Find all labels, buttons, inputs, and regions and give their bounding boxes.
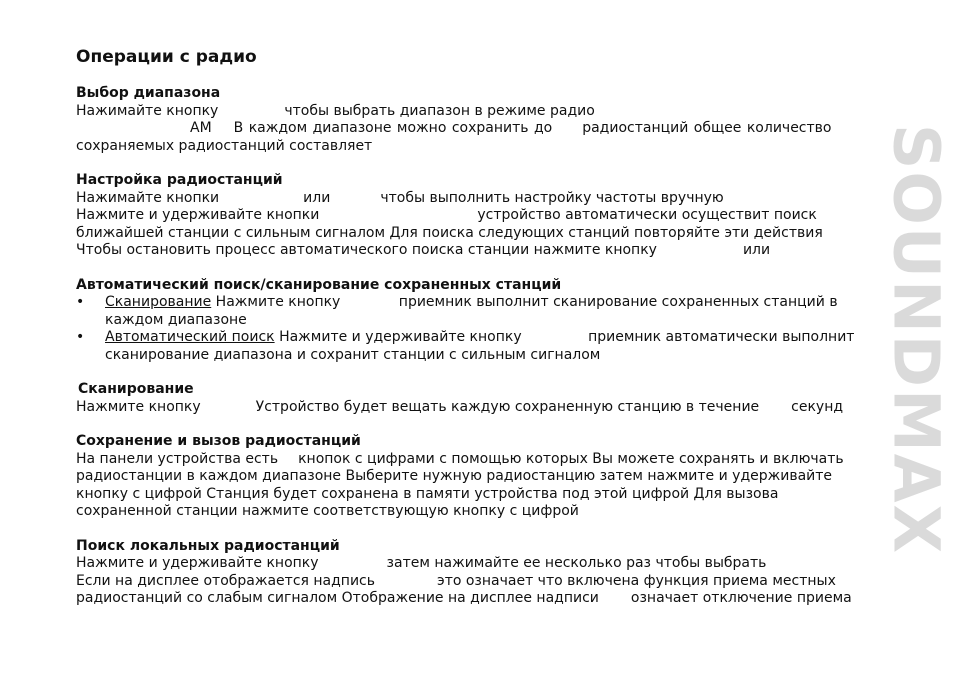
scan-line-1: [76, 399, 880, 417]
tuning-line-4a: Чтобы остановить процесс автоматического поиска станции нажмите кнопку: [76, 242, 657, 258]
section-heading-autoscan: Автоматический поиск/сканирование сохраненных станций: [76, 276, 562, 293]
memory-line-4: сохраненной станции нажмите соответствующую кнопку с цифрой: [76, 503, 579, 519]
band-line-2c: радиостанций общее количество: [582, 120, 832, 136]
autoscan-b1-line-1: [105, 294, 880, 312]
local-line-3a: радиостанций со слабым сигналом Отображение на дисплее надписи: [76, 590, 599, 606]
tuning-line-1b: или: [303, 189, 331, 206]
section-heading-scan: Сканирование: [78, 381, 194, 397]
section-heading-band: Выбор диапазона: [76, 85, 221, 101]
local-line-3: [76, 590, 880, 608]
section-heading-tuning: Настройка радиостанций: [76, 172, 283, 188]
autoscan-b1a: Нажмите кнопку: [215, 294, 341, 310]
tuning-line-1: [76, 190, 880, 208]
section-tuning: [76, 172, 880, 260]
band-line-1: [76, 103, 880, 121]
tuning-line-3: ближайшей станции с сильным сигналом Для поиска следующих станций повторяйте эти действия: [76, 224, 823, 241]
local-line-1: [76, 555, 880, 573]
band-line-3: сохраняемых радиостанций составляет: [76, 137, 373, 154]
autoscan-b2c: сканирование диапазона и сохранит станции с сильным сигналом: [105, 346, 601, 363]
band-line-2: [76, 120, 880, 138]
tuning-line-1a: Нажимайте кнопки: [76, 189, 220, 206]
autoscan-b1-label: Сканирование: [105, 294, 212, 310]
section-autoscan: [76, 277, 880, 365]
document-page: [76, 46, 880, 625]
local-line-1b: затем нажимайте ее несколько раз чтобы выбрать: [386, 555, 767, 571]
local-line-1a: Нажмите и удерживайте кнопку: [76, 555, 319, 571]
memory-line-1b: кнопок с цифрами с помощью которых Вы можете сохранять и включать: [298, 450, 844, 467]
section-heading-local: Поиск локальных радиостанций: [76, 537, 340, 554]
local-line-3b: означает отключение приема: [630, 590, 852, 606]
list-item: [76, 294, 880, 329]
autoscan-b1c: каждом диапазоне: [105, 311, 247, 328]
scan-line-1b: Устройство будет вещать каждую сохраненную станцию в течение: [255, 398, 760, 415]
brand-logo-text: SOUNDMAX: [879, 123, 953, 556]
autoscan-b2b: приемник автоматически выполнит: [588, 329, 855, 345]
section-memory: [76, 433, 880, 521]
band-line-1b: чтобы выбрать диапазон в режиме радио: [284, 102, 595, 119]
bullet-dot: •: [76, 294, 85, 310]
section-scan: [76, 381, 880, 416]
autoscan-b1b: приемник выполнит сканирование сохраненных станций в: [398, 294, 838, 310]
local-line-2b: это означает что включена функция приема местных: [437, 572, 836, 589]
autoscan-b2a: Нажмите и удерживайте кнопку: [279, 329, 522, 345]
autoscan-b2-line-1: [105, 329, 880, 347]
local-line-2: [76, 573, 880, 591]
scan-line-1a: Нажмите кнопку: [76, 398, 201, 415]
list-item: [76, 329, 880, 364]
band-line-2b: В каждом диапазоне можно сохранить до: [233, 120, 553, 136]
local-line-2a: Если на дисплее отображается надпись: [76, 572, 376, 589]
tuning-line-1c: чтобы выполнить настройку частоты вручную: [380, 189, 724, 206]
bullet-dot: •: [76, 329, 85, 345]
memory-line-1: [76, 451, 880, 469]
tuning-line-2: [76, 207, 880, 225]
autoscan-b2-label: Автоматический поиск: [105, 329, 275, 345]
band-line-1a: Нажимайте кнопку: [76, 102, 219, 119]
page-title: Операции с радио: [76, 47, 257, 67]
section-band: [76, 85, 880, 155]
memory-line-2: радиостанции в каждом диапазоне Выберите нужную радиостанцию затем нажмите и удерживайте: [76, 468, 833, 484]
memory-line-3: кнопку с цифрой Станция будет сохранена в памяти устройства под этой цифрой Для вызова: [76, 485, 779, 502]
scan-line-1c: секунд: [791, 398, 844, 415]
section-local: [76, 538, 880, 608]
tuning-line-2a: Нажмите и удерживайте кнопки: [76, 207, 320, 223]
brand-logo: [879, 62, 953, 617]
band-line-2a: AM: [190, 120, 212, 136]
memory-line-1a: На панели устройства есть: [76, 450, 279, 467]
section-heading-memory: Сохранение и вызов радиостанций: [76, 433, 361, 449]
tuning-line-4b: или: [742, 242, 771, 258]
tuning-line-4: [76, 242, 880, 260]
tuning-line-2b: устройство автоматически осуществит поиск: [477, 207, 817, 223]
